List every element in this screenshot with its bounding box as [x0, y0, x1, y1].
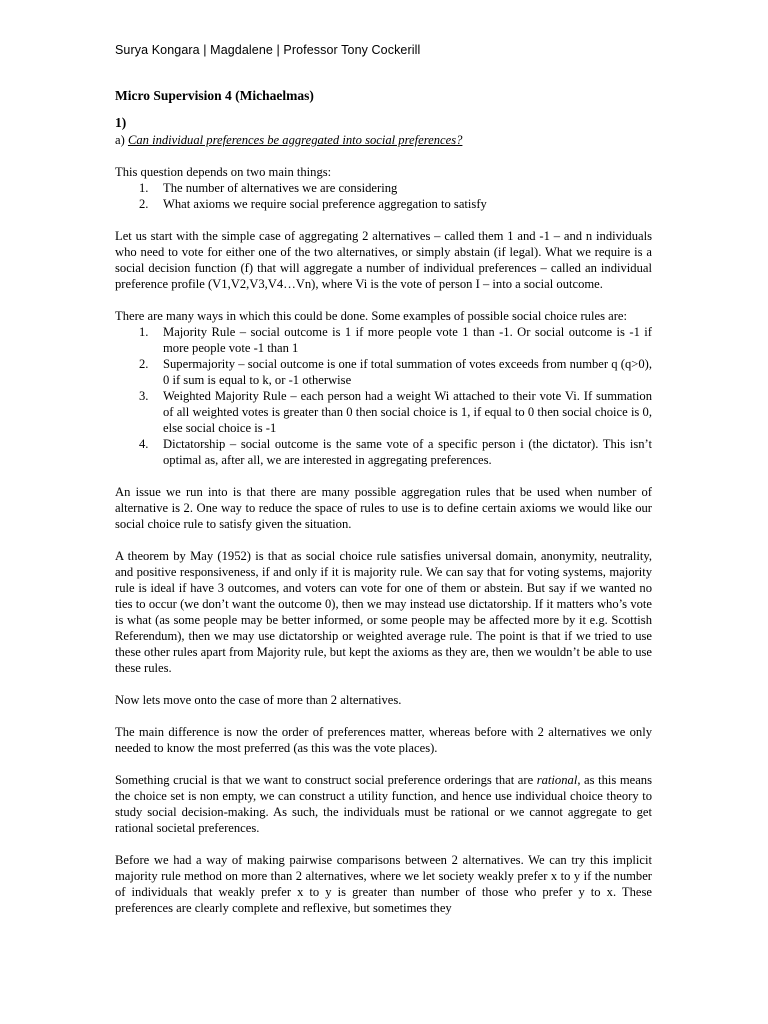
list-item: [115, 324, 652, 356]
document-title: Micro Supervision 4 (Michaelmas): [115, 88, 314, 103]
list-text: Supermajority – social outcome is one if total summation of votes exceeds from number q (q>0), 0 if sum is equal to k, or -1 otherwise: [163, 357, 652, 387]
list-text: What axioms we require social preference aggregation to satisfy: [163, 197, 487, 211]
paragraph-simple-case: Let us start with the simple case of aggregating 2 alternatives – called them 1 and -1 – and n individuals who need to vote for either one of the two alternatives, or simply abstain (if legal). What we require is a social decision function (f) that will aggregate a number of individual preferences – called an individual preference profile (V1,V2,V3,V4…Vn), where Vi is the vote of person I – into a social outcome.: [115, 229, 652, 291]
question-number: 1): [115, 115, 127, 130]
list-item: [115, 356, 652, 388]
paragraph-pairwise: Before we had a way of making pairwise comparisons between 2 alternatives. We can try this implicit majority rule method on more than 2 alternatives, where we let society weakly prefer x to y if the number of individuals that weakly prefer x to y is greater than number of those who prefer y to x. These preferences are clearly complete and reflexive, but sometimes they: [115, 853, 652, 915]
list-number: 1.: [139, 325, 149, 339]
list-text: Weighted Majority Rule – each person had a weight Wi attached to their vote Vi. If summation of all weighted votes is greater than 0 then social choice is 1, if equal to 0 then social choice is 0, else social choice is -1: [163, 389, 652, 435]
list-number: 3.: [139, 389, 149, 403]
document-body: [115, 132, 652, 932]
subquestion-label: a): [115, 133, 128, 147]
rules-list: [115, 324, 652, 468]
crucial-text-before: Something crucial is that we want to construct social preference orderings that are: [115, 773, 537, 787]
crucial-emphasis: rational: [536, 773, 578, 787]
paragraph-main-difference: The main difference is now the order of preferences matter, whereas before with 2 alternatives we only needed to know the most preferred (as this was the vote places).: [115, 725, 652, 755]
list-text: The number of alternatives we are considering: [163, 181, 398, 195]
paragraph-move-on: Now lets move onto the case of more than 2 alternatives.: [115, 693, 402, 707]
paragraph-issue: An issue we run into is that there are many possible aggregation rules that be used when number of alternative is 2. One way to reduce the space of rules to use is to define certain axioms we would like our social choice rule to satisfy given the situation.: [115, 485, 652, 531]
list-text: Dictatorship – social outcome is the same vote of a specific person i (the dictator). This isn’t optimal as, after all, we are interested in aggregating preferences.: [163, 437, 652, 467]
list-item: [115, 180, 652, 196]
rules-intro-paragraph: There are many ways in which this could be done. Some examples of possible social choice rules are:: [115, 309, 627, 323]
paragraph-crucial: [115, 772, 652, 836]
crucial-text-after: , as this means the choice set is non empty, we can construct a utility function, and hence use individual choice theory to study social decision-making. As such, the individuals must be rational or we cannot aggregate to get rational societal preferences.: [115, 773, 652, 835]
list-item: [115, 196, 652, 212]
document-header: Surya Kongara | Magdalene | Professor Tony Cockerill: [115, 43, 421, 57]
intro-list: [115, 180, 652, 212]
list-number: 2.: [139, 197, 149, 211]
list-number: 1.: [139, 181, 149, 195]
intro-paragraph: This question depends on two main things:: [115, 165, 332, 179]
subquestion: [115, 132, 652, 148]
list-number: 2.: [139, 357, 149, 371]
list-number: 4.: [139, 437, 149, 451]
list-item: [115, 436, 652, 468]
list-text: Majority Rule – social outcome is 1 if more people vote 1 than -1. Or social outcome is -1 if more people vote -1 than 1: [163, 325, 652, 355]
paragraph-may-theorem: A theorem by May (1952) is that as social choice rule satisfies universal domain, anonymity, neutrality, and positive responsiveness, if and only if it is majority rule. We can say that for voting systems, majority rule is ideal if have 3 outcomes, and voters can vote for one of them or abstein. But say if we wanted no ties to occur (we don’t want the outcome 0), then we may instead use dictatorship. If it matters who’s vote is what (as some people may be better informed, or some people may be affected more by it e.g. Scottish Referendum), then we may use dictatorship or weighted average rule. The point is that if we tried to use these other rules apart from Majority rule, but kept the axioms as they are, then we wouldn’t be able to use these rules.: [115, 549, 652, 675]
list-item: [115, 388, 652, 436]
subquestion-text: Can individual preferences be aggregated into social preferences?: [127, 133, 463, 147]
